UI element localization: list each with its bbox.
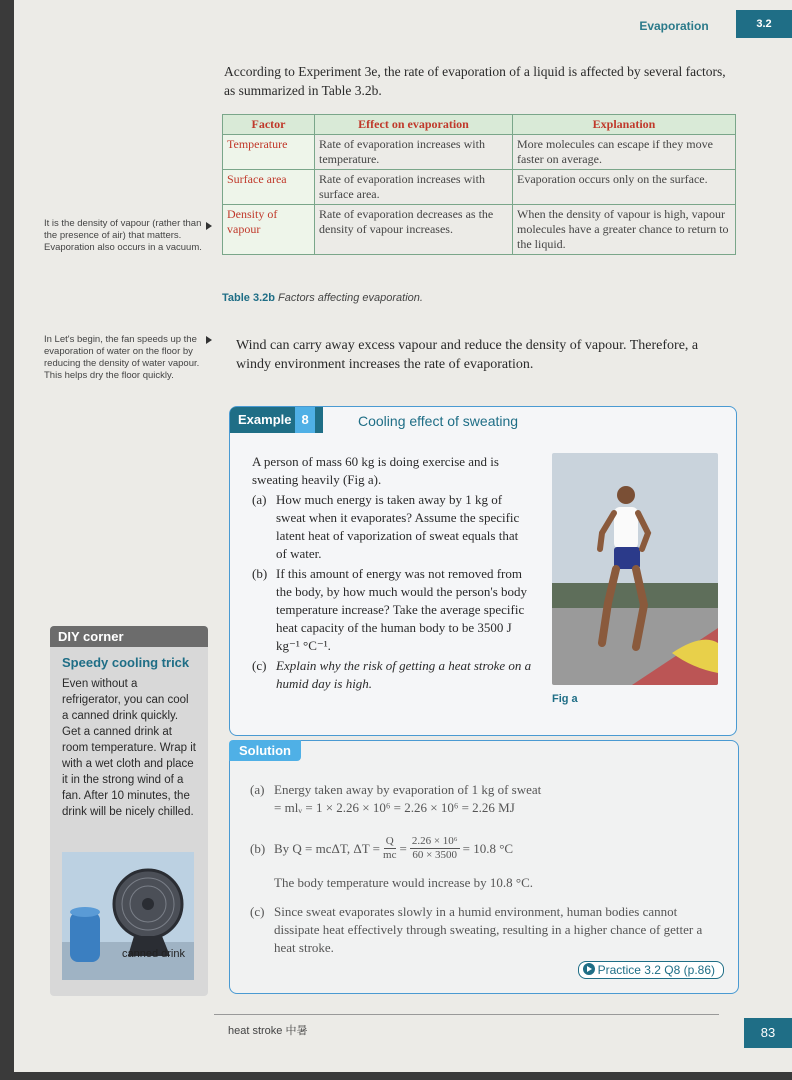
fraction xyxy=(383,835,396,862)
example-tag-label: Example xyxy=(238,412,292,427)
table-cell-explanation: When the density of vapour is high, vapour molecules have a greater chance to return to the liquid. xyxy=(513,205,736,255)
intro-paragraph: According to Experiment 3e, the rate of evaporation of a liquid is affected by several factors, as summarized in Table 3.2b. xyxy=(224,64,726,98)
footer-glossary-note: heat stroke 中暑 xyxy=(228,1025,308,1037)
table-header-cell: Effect on evaporation xyxy=(315,115,513,135)
diy-heading: DIY corner xyxy=(50,626,208,647)
fig-label: Fig a xyxy=(552,693,578,705)
diy-text: Even without a refrigerator, you can cool a canned drink quickly. Get a canned drink at room temperature. Wrap it with a wet cloth and place it in the strong wind of a fan. After 10 minutes, the drink will be nicely chilled. xyxy=(62,678,197,818)
problem-part-label: (c) xyxy=(252,658,267,673)
fraction-denominator: mc xyxy=(383,849,397,861)
fraction xyxy=(410,835,460,862)
solution-part-label: (a) xyxy=(250,782,265,797)
runner-photo-illustration xyxy=(552,453,718,685)
problem-part-label: (b) xyxy=(252,566,268,581)
diy-photo-label: canned drink xyxy=(122,948,185,960)
section-number-badge: 3.2 xyxy=(736,10,792,38)
solution-part-label: (c) xyxy=(250,904,265,919)
problem-part-text: If this amount of energy was not removed from the body, by how much would the person's body temperature increase? Take the average specific heat capacity of the human body to be 3500 J kg⁻¹ °C⁻¹. xyxy=(276,566,527,653)
table-row xyxy=(223,135,736,170)
table-caption-label: Table 3.2b xyxy=(222,292,275,304)
arrow-icon xyxy=(206,222,212,230)
table-caption-text: Factors affecting evaporation. xyxy=(278,292,423,304)
diy-corner xyxy=(50,626,208,996)
table-cell-factor: Density of vapour xyxy=(223,205,315,255)
solution-b-prefix: By Q = mcΔT, ΔT = xyxy=(274,840,381,856)
table-header-cell: Explanation xyxy=(513,115,736,135)
fraction-numerator: Q xyxy=(385,835,394,847)
practice-link-button[interactable] xyxy=(578,961,724,979)
fraction-numerator: 2.26 × 10⁶ xyxy=(411,835,458,847)
runner-photo xyxy=(552,453,718,685)
solution-b-equals: = xyxy=(399,840,407,856)
section-title: Evaporation xyxy=(639,19,709,33)
solution-box xyxy=(229,740,739,994)
table-cell-effect: Rate of evaporation increases with surface area. xyxy=(315,170,513,205)
footer-divider xyxy=(214,1014,719,1015)
problem-part-text: Explain why the risk of getting a heat stroke on a humid day is high. xyxy=(276,658,532,691)
solution-tag: Solution xyxy=(229,740,301,761)
problem-part xyxy=(252,565,532,655)
solution-b-conclusion: The body temperature would increase by 10.8 °C. xyxy=(274,875,533,890)
problem-intro: A person of mass 60 kg is doing exercise and is sweating heavily (Fig a). xyxy=(252,454,499,487)
fan-photo xyxy=(62,852,194,980)
example-title: Cooling effect of sweating xyxy=(358,413,519,429)
textbook-page xyxy=(14,0,792,1072)
diy-title: Speedy cooling trick xyxy=(62,655,190,670)
problem-part xyxy=(252,491,532,563)
factors-table xyxy=(222,114,736,255)
problem-part-text: How much energy is taken away by 1 kg of sweat when it evaporates? Assume the specific latent heat of vaporization of sweat equals that of water. xyxy=(276,492,520,561)
table-row xyxy=(223,170,736,205)
solution-part-label: (b) xyxy=(250,840,266,856)
page-number: 83 xyxy=(744,1018,792,1048)
table-cell-explanation: More molecules can escape if they move faster on average. xyxy=(513,135,736,170)
table-cell-explanation: Evaporation occurs only on the surface. xyxy=(513,170,736,205)
example-number: 8 xyxy=(295,407,314,433)
solution-a-line1: Energy taken away by evaporation of 1 kg of sweat xyxy=(274,782,542,797)
table-cell-factor: Surface area xyxy=(223,170,315,205)
table-row xyxy=(223,205,736,255)
table-cell-effect: Rate of evaporation decreases as the density of vapour increases. xyxy=(315,205,513,255)
solution-part-b xyxy=(250,835,720,892)
table-caption xyxy=(222,292,423,304)
solution-b-result: = 10.8 °C xyxy=(462,840,514,856)
problem-part-label: (a) xyxy=(252,492,267,507)
example-box xyxy=(229,406,737,736)
wind-paragraph: Wind can carry away excess vapour and reduce the density of vapour. Therefore, a windy environment increases the rate of evaporation. xyxy=(236,338,699,372)
solution-c-text: Since sweat evaporates slowly in a humid environment, human bodies cannot dissipate heat effectively through sweating, resulting in a higher chance of getter a heat stroke. xyxy=(274,904,703,955)
side-note-fan: In Let's begin, the fan speeds up the evaporation of water on the floor by reducing the density of water vapour. This helps dry the floor quickly. xyxy=(44,334,200,381)
table-cell-effect: Rate of evaporation increases with temperature. xyxy=(315,135,513,170)
table-header-cell: Factor xyxy=(223,115,315,135)
side-note-density: It is the density of vapour (rather than the presence of air) that matters. Evaporation also occurs in a vacuum. xyxy=(44,218,202,253)
problem-part xyxy=(252,657,532,693)
example-problem xyxy=(252,453,532,693)
table-cell-factor: Temperature xyxy=(223,135,315,170)
fraction-denominator: 60 × 3500 xyxy=(412,849,458,861)
solution-part-a xyxy=(250,781,720,817)
example-tag xyxy=(230,407,323,433)
solution-a-line2: = mlᵥ = 1 × 2.26 × 10⁶ = 2.26 × 10⁶ = 2.26 MJ xyxy=(274,800,515,815)
table-header-row xyxy=(223,115,736,135)
practice-link-label: Practice 3.2 Q8 (p.86) xyxy=(597,963,715,977)
solution-part-c xyxy=(250,903,720,957)
arrow-icon xyxy=(206,336,212,344)
play-icon xyxy=(583,963,595,975)
